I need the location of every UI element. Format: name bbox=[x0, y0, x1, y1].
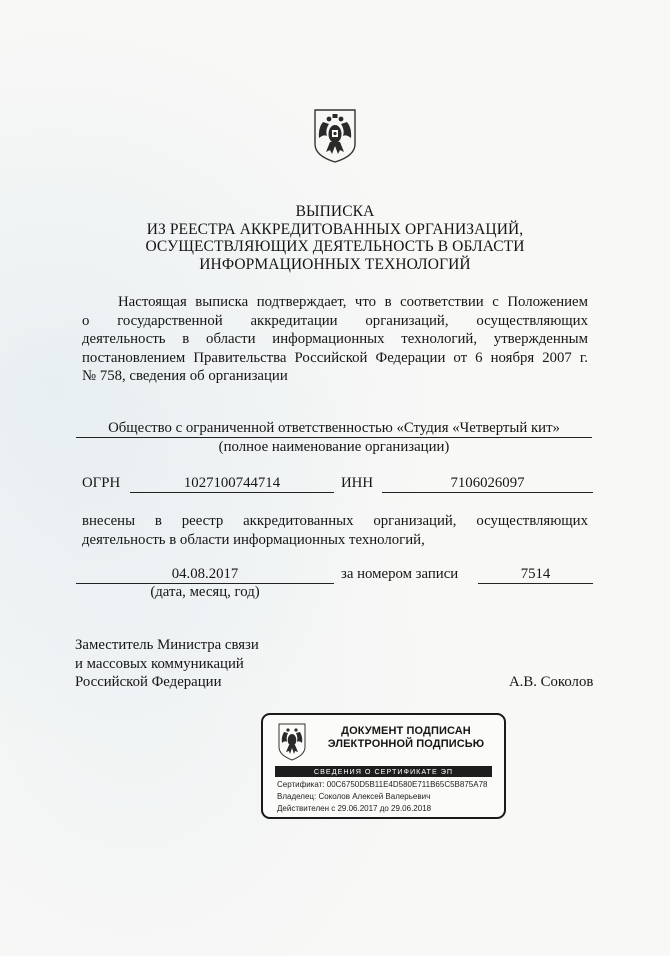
inn-label: ИНН bbox=[341, 475, 374, 491]
certificate-number: Сертификат: 00C6750D5B11E4D580E711B65C5B875A78 bbox=[277, 780, 488, 789]
stamp-title-line: ДОКУМЕНТ ПОДПИСАН bbox=[341, 725, 471, 737]
record-number: 7514 bbox=[478, 565, 593, 584]
registry-line: внесены в реестр аккредитованных организаций, осуществляющих bbox=[82, 513, 588, 529]
organization-caption: (полное наименование организации) bbox=[218, 439, 450, 455]
title-line: ИЗ РЕЕСТРА АККРЕДИТОВАННЫХ ОРГАНИЗАЦИЙ, bbox=[146, 220, 524, 238]
signatory-position: Российской Федерации bbox=[75, 674, 222, 690]
registry-line: деятельность в области информационных технологий, bbox=[82, 531, 425, 548]
title-line: ВЫПИСКА bbox=[295, 203, 375, 220]
certificate-validity: Действителен с 29.06.2017 до 29.06.2018 bbox=[277, 804, 432, 813]
ogrn-value: 1027100744714 bbox=[130, 474, 334, 493]
stamp-title bbox=[311, 725, 501, 751]
title-line: ОСУЩЕСТВЛЯЮЩИХ ДЕЯТЕЛЬНОСТЬ В ОБЛАСТИ bbox=[145, 238, 525, 255]
signatory-position: и массовых коммуникаций bbox=[75, 656, 244, 672]
signatory-name: А.В. Соколов bbox=[509, 674, 594, 690]
intro-line: постановлением Правительства Российской Федерации от 6 ноября 2007 г. bbox=[82, 349, 588, 366]
record-number-label: за номером записи bbox=[341, 566, 459, 582]
registry-paragraph bbox=[82, 512, 588, 549]
document-title bbox=[60, 203, 610, 273]
certificate-owner: Владелец: Соколов Алексей Валерьевич bbox=[277, 792, 431, 801]
intro-line: о государственной аккредитации организаций, осуществляющих bbox=[82, 312, 588, 329]
intro-paragraph bbox=[82, 293, 588, 386]
inn-value: 7106026097 bbox=[382, 474, 593, 493]
coat-of-arms-icon bbox=[312, 108, 358, 164]
stamp-title-line: ЭЛЕКТРОННОЙ ПОДПИСЬЮ bbox=[327, 738, 485, 750]
intro-line: Настоящая выписка подтверждает, что в соответствии с Положением bbox=[118, 294, 588, 310]
title-line: ИНФОРМАЦИОННЫХ ТЕХНОЛОГИЙ bbox=[199, 255, 471, 273]
record-date: 04.08.2017 bbox=[76, 565, 334, 584]
date-caption: (дата, месяц, год) bbox=[150, 584, 260, 600]
ogrn-label: ОГРН bbox=[82, 475, 121, 491]
organization-name: Общество с ограниченной ответственностью «Студия «Четвертый кит» bbox=[76, 419, 592, 438]
electronic-signature-stamp bbox=[261, 713, 506, 819]
intro-line: деятельность в области информационных технологий, утвержденным bbox=[82, 331, 588, 348]
certificate-info-bar: СВЕДЕНИЯ О СЕРТИФИКАТЕ ЭП bbox=[275, 766, 492, 777]
intro-line: № 758, сведения об организации bbox=[82, 368, 288, 385]
coat-of-arms-small-icon bbox=[277, 723, 307, 761]
signatory-position: Заместитель Министра связи bbox=[75, 637, 259, 653]
